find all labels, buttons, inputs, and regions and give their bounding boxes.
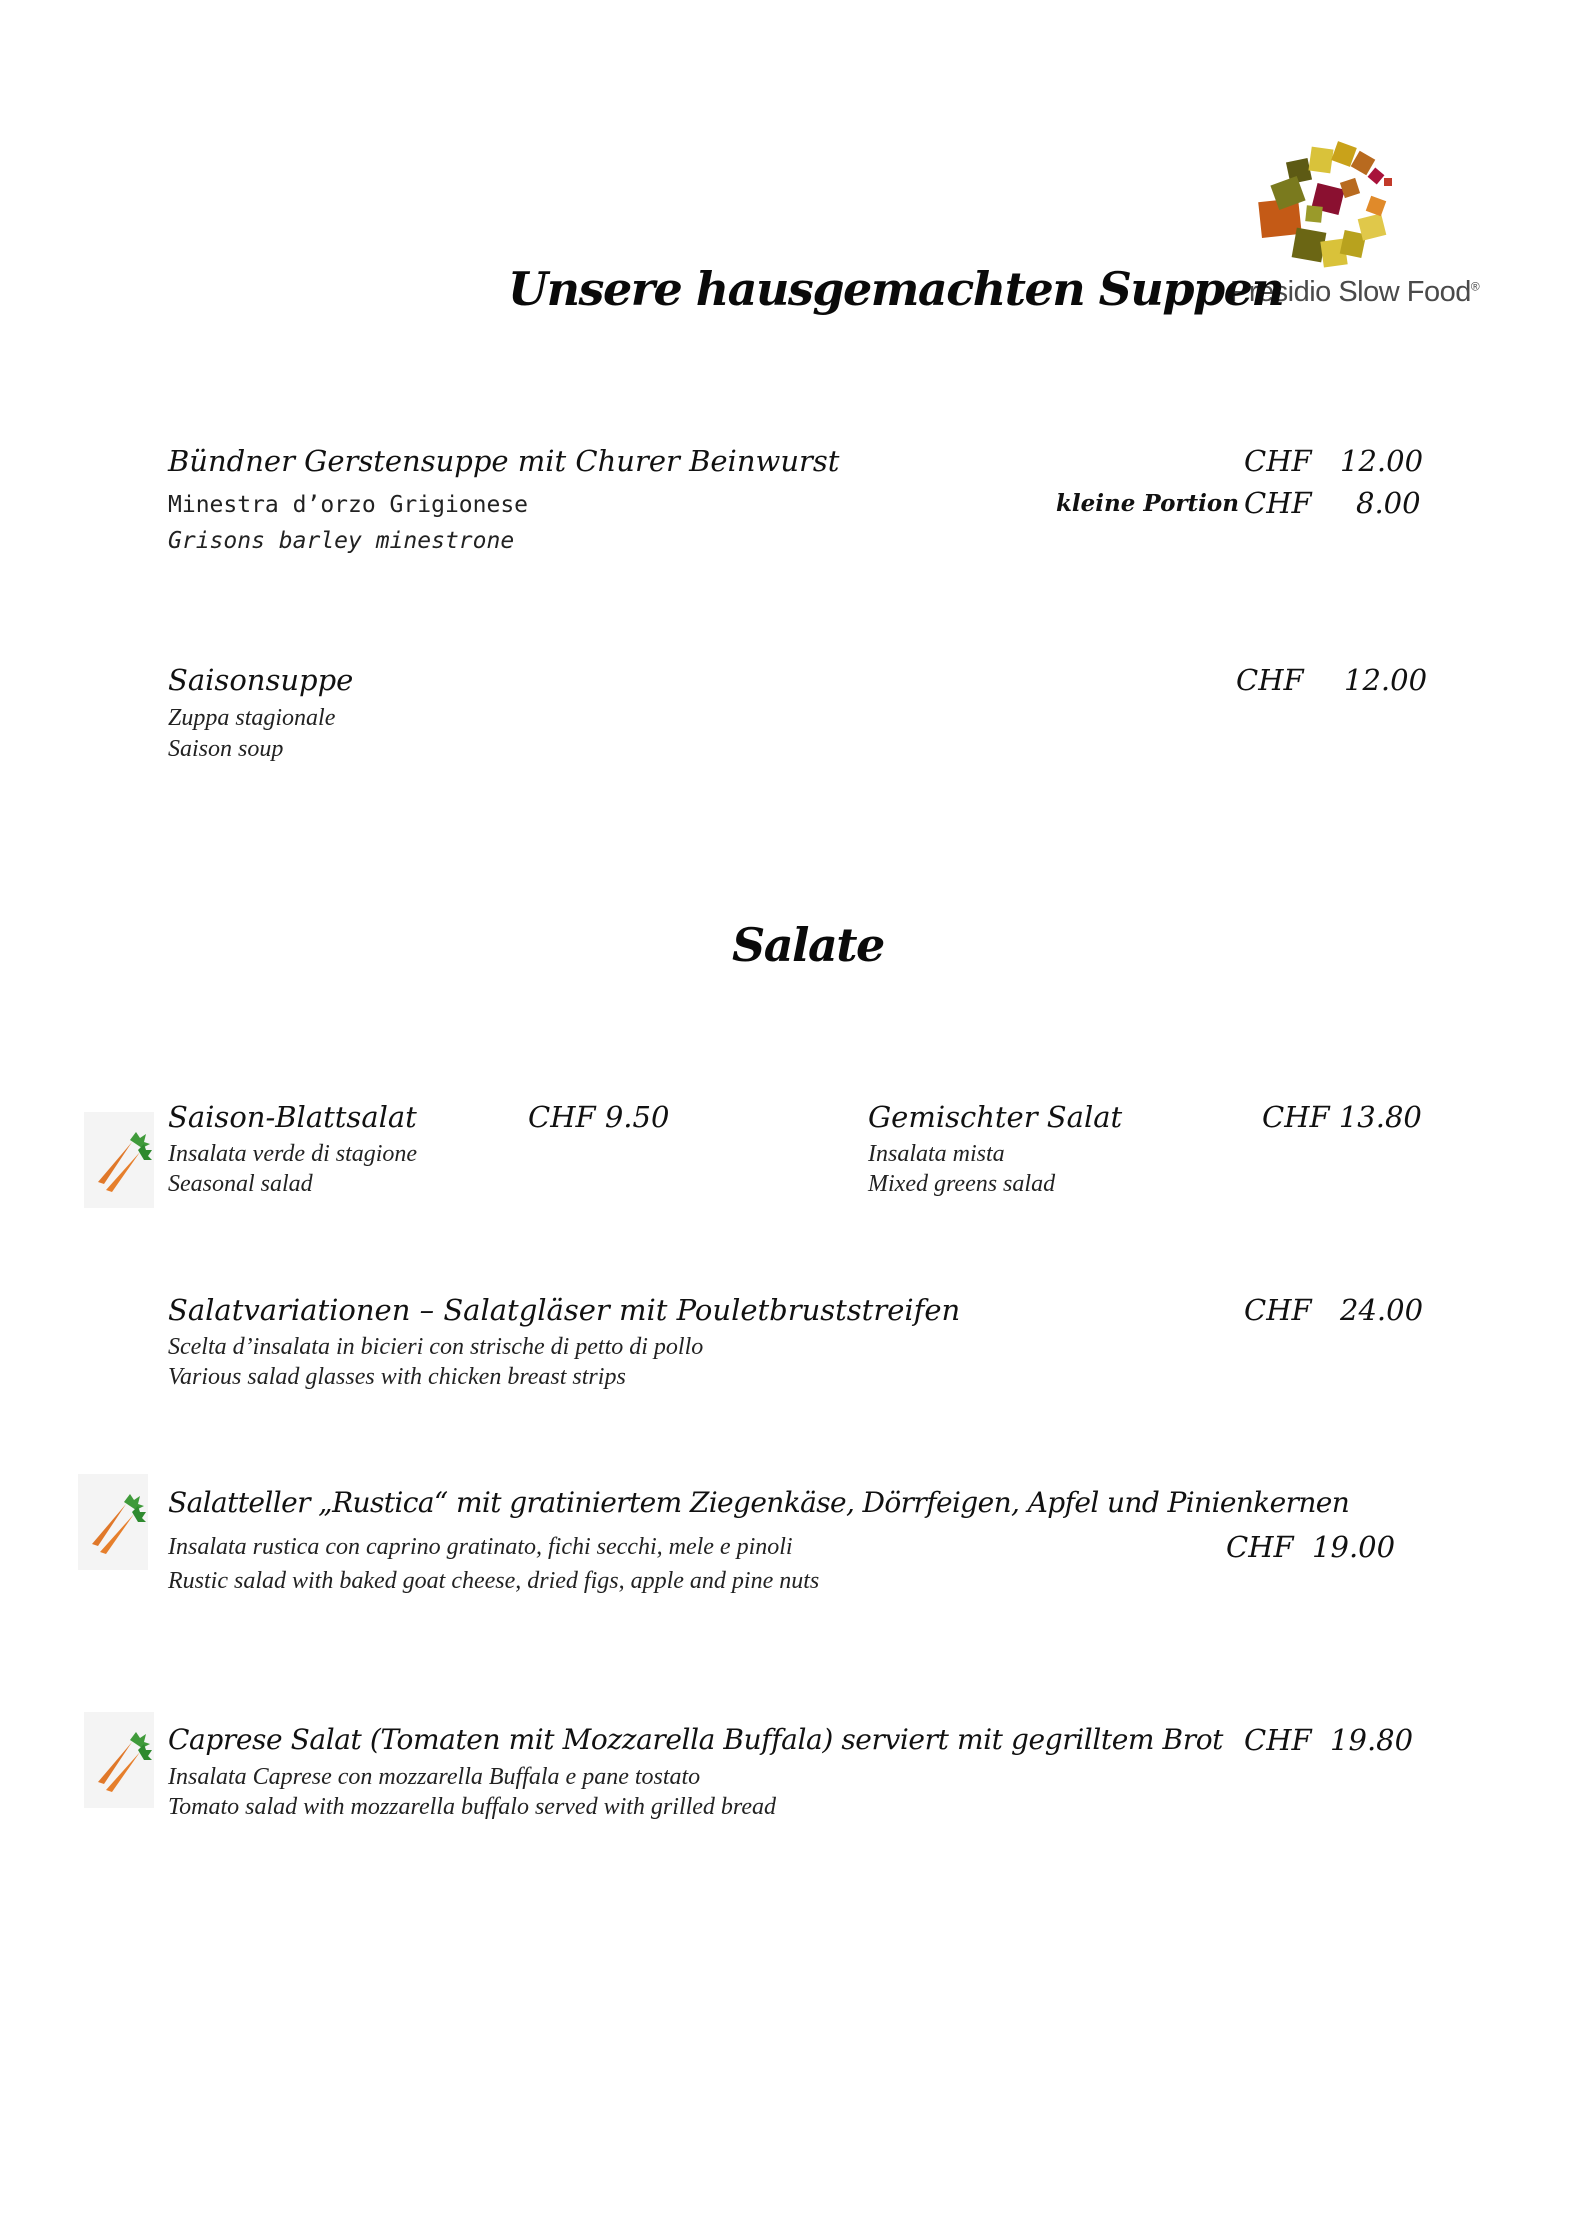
carrot-icon xyxy=(84,1112,154,1208)
soup-2-english: Saison soup xyxy=(168,736,284,762)
salad-1-price: CHF 9.50 xyxy=(528,1100,670,1134)
soup-1-english: Grisons barley minestrone xyxy=(168,528,515,554)
soup-1-name: Bündner Gerstensuppe mit Churer Beinwurst xyxy=(168,444,840,478)
soup-2-italian: Zuppa stagionale xyxy=(168,705,336,731)
salad-3-name: Salatvariationen – Salatgläser mit Pouletbruststreifen xyxy=(168,1293,961,1327)
salad-4-italian: Insalata rustica con caprino gratinato, fichi secchi, mele e pinoli xyxy=(168,1534,793,1560)
salads-title: Salate xyxy=(732,918,884,972)
soup-1-italian: Minestra d’orzo Grigionese xyxy=(168,492,529,518)
registered-mark: ® xyxy=(1470,279,1480,294)
soup-1-small-price: 8.00 xyxy=(1356,486,1421,520)
salad-3-italian: Scelta d’insalata in bicieri con strische di petto di pollo xyxy=(168,1334,704,1360)
soup-2-price: 12.00 xyxy=(1344,663,1428,697)
salad-1-english: Seasonal salad xyxy=(168,1171,313,1197)
salad-3-price: 24.00 xyxy=(1340,1293,1424,1327)
salad-5-name: Caprese Salat (Tomaten mit Mozzarella Buffala) serviert mit gegrilltem Brot xyxy=(168,1723,1224,1756)
salad-3-currency: CHF xyxy=(1244,1293,1312,1327)
salad-4-name: Salatteller „Rustica“ mit gratiniertem Ziegenkäse, Dörrfeigen, Apfel und Pinienkernen xyxy=(168,1486,1350,1519)
carrot-icon xyxy=(78,1474,148,1570)
soup-1-small-currency: CHF xyxy=(1244,486,1312,520)
soup-2-currency: CHF xyxy=(1236,663,1304,697)
salad-2-english: Mixed greens salad xyxy=(868,1171,1056,1197)
soup-1-small-label: kleine Portion xyxy=(1056,490,1239,517)
salad-2-name: Gemischter Salat xyxy=(868,1100,1123,1134)
salad-3-english: Various salad glasses with chicken breast strips xyxy=(168,1364,626,1390)
soup-1-price: 12.00 xyxy=(1340,444,1424,478)
salad-4-english: Rustic salad with baked goat cheese, dried figs, apple and pine nuts xyxy=(168,1568,820,1594)
soups-title: Unsere hausgemachten Suppen xyxy=(508,262,1284,316)
logo-text: Presidio Slow Food xyxy=(1230,276,1471,308)
salad-4-price: CHF 19.00 xyxy=(1226,1530,1396,1564)
soup-2-name: Saisonsuppe xyxy=(168,663,354,697)
salad-1-name: Saison-Blattsalat xyxy=(168,1100,417,1134)
salad-5-price: CHF 19.80 xyxy=(1244,1723,1414,1757)
slow-food-logo-mark-icon xyxy=(1230,140,1430,270)
salad-2-italian: Insalata mista xyxy=(868,1141,1005,1167)
salad-2-price: CHF 13.80 xyxy=(1262,1100,1422,1134)
soup-1-currency: CHF xyxy=(1244,444,1312,478)
carrot-icon xyxy=(84,1712,154,1808)
salad-5-english: Tomato salad with mozzarella buffalo served with grilled bread xyxy=(168,1794,777,1820)
salad-1-italian: Insalata verde di stagione xyxy=(168,1141,418,1167)
salad-5-italian: Insalata Caprese con mozzarella Buffala e pane tostato xyxy=(168,1764,701,1790)
